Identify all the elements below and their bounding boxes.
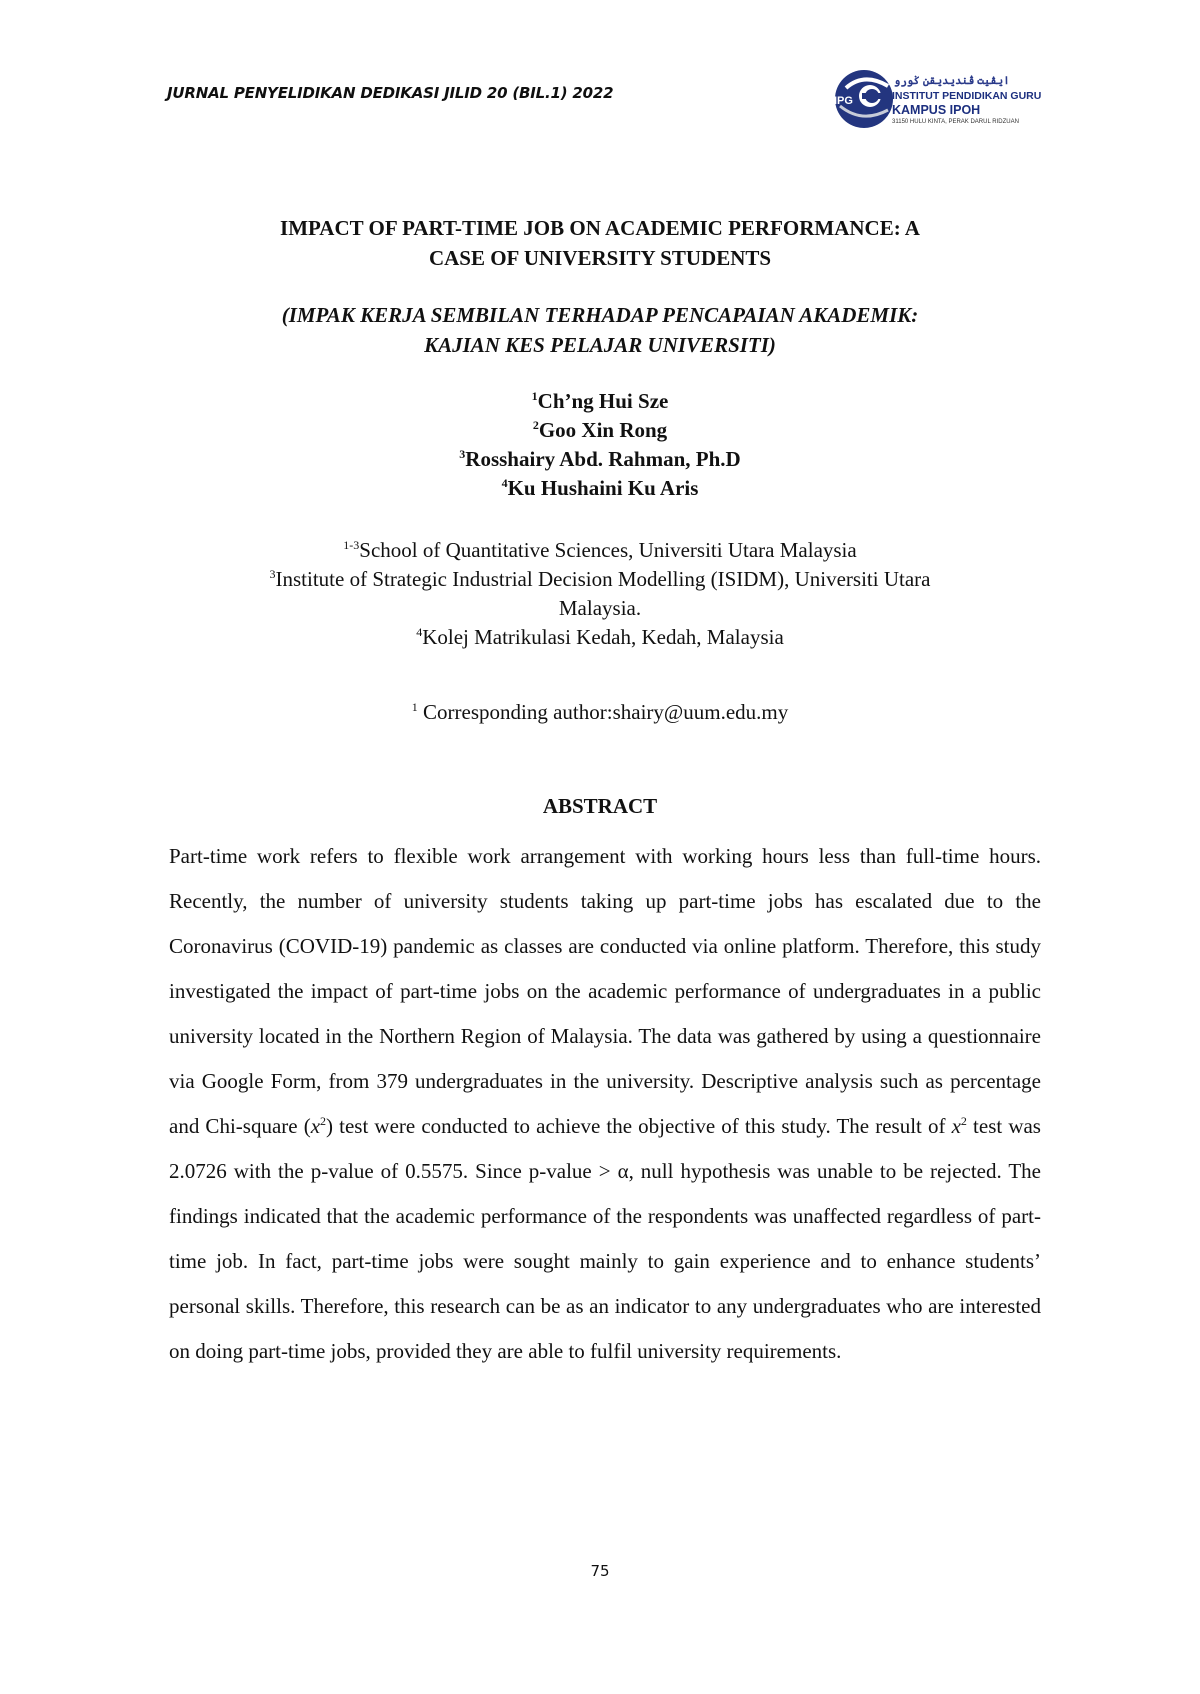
affiliations	[250, 536, 950, 652]
math-chi-x: x	[951, 1114, 961, 1138]
subtitle-line: KAJIAN KES PELAJAR UNIVERSITI)	[424, 333, 776, 357]
affiliation: $^3$Institute of Strategic Industrial Decision Modelling (ISIDM), Universiti Utara Malaysia.	[269, 567, 931, 620]
author: $^1$Ch’ng Hui Sze	[531, 389, 669, 413]
author: $^3$Rosshairy Abd. Rahman, Ph.D	[459, 447, 741, 471]
logo-institute: INSTITUT PENDIDIKAN GURU	[892, 90, 1042, 102]
logo-address: 31150 HULU KINTA, PERAK DARUL RIDZUAN	[892, 119, 1019, 125]
logo-mark: IPG	[834, 95, 853, 107]
logo-script-text: ایڤيت ڤنديديقن ݢورو	[894, 75, 1010, 87]
affiliation: $^{1-3}$School of Quantitative Sciences, Universiti Utara Malaysia	[343, 538, 857, 562]
logo-campus: KAMPUS IPOH	[892, 103, 981, 117]
math-exponent: 2	[320, 1114, 327, 1128]
subtitle-line: (IMPAK KERJA SEMBILAN TERHADAP PENCAPAIAN AKADEMIK:	[281, 303, 919, 327]
corresponding-author: $^1$ Corresponding author:shairy@uum.edu.my	[411, 700, 789, 724]
page-number: 75	[590, 1562, 610, 1580]
paper-title	[100, 213, 1100, 273]
abstract-heading: ABSTRACT	[542, 794, 658, 818]
title-line: CASE OF UNIVERSITY STUDENTS	[428, 246, 772, 270]
author: $^2$Goo Xin Rong	[532, 418, 668, 442]
math-exponent: 2	[960, 1114, 967, 1128]
math-chi-x: x	[310, 1114, 321, 1138]
affiliation: $^4$Kolej Matrikulasi Kedah, Kedah, Malaysia	[416, 625, 784, 649]
paper-subtitle	[100, 300, 1100, 360]
ipg-logo	[832, 66, 1047, 132]
ipg-emblem-icon	[832, 66, 894, 132]
author: $^4$Ku Hushaini Ku Aris	[501, 476, 699, 500]
author-list	[100, 387, 1100, 503]
title-line: IMPACT OF PART-TIME JOB ON ACADEMIC PERFORMANCE: A	[280, 216, 920, 240]
abstract-body: Part-time work refers to flexible work arrangement with working hours less than full-time hours. Recently, the number of university students taking up part-time jobs has escalated due to the Coronavirus (COVID-19) pandemic as classes are conducted via online platform. Therefore, this study investigated the impact of part-time jobs on the academic performance of undergraduates in a public university located in the Northern Region of Malaysia. The data was gathered by using a questionnaire via Google Form, from 379 undergraduates in the university. Descriptive analysis such as percentage and Chi-square $(x^2)$ test were conducted to achieve the objective of this study. The result of $x^2$ test was 2.0726 with the p-value of 0.5575. Since p-value > α, null hypothesis was unable to be rejected. The findings indicated that the academic performance of the respondents was unaffected regardless of part-time job. In fact, part-time jobs were sought mainly to gain experience and to enhance students’ personal skills. Therefore, this research can be as an indicator to any undergraduates who are interested on doing part-time jobs, provided they are able to fulfil university requirements.	[169, 844, 1041, 1363]
journal-header: JURNAL PENYELIDIKAN DEDIKASI JILID 20 (BIL.1) 2022	[167, 84, 614, 102]
